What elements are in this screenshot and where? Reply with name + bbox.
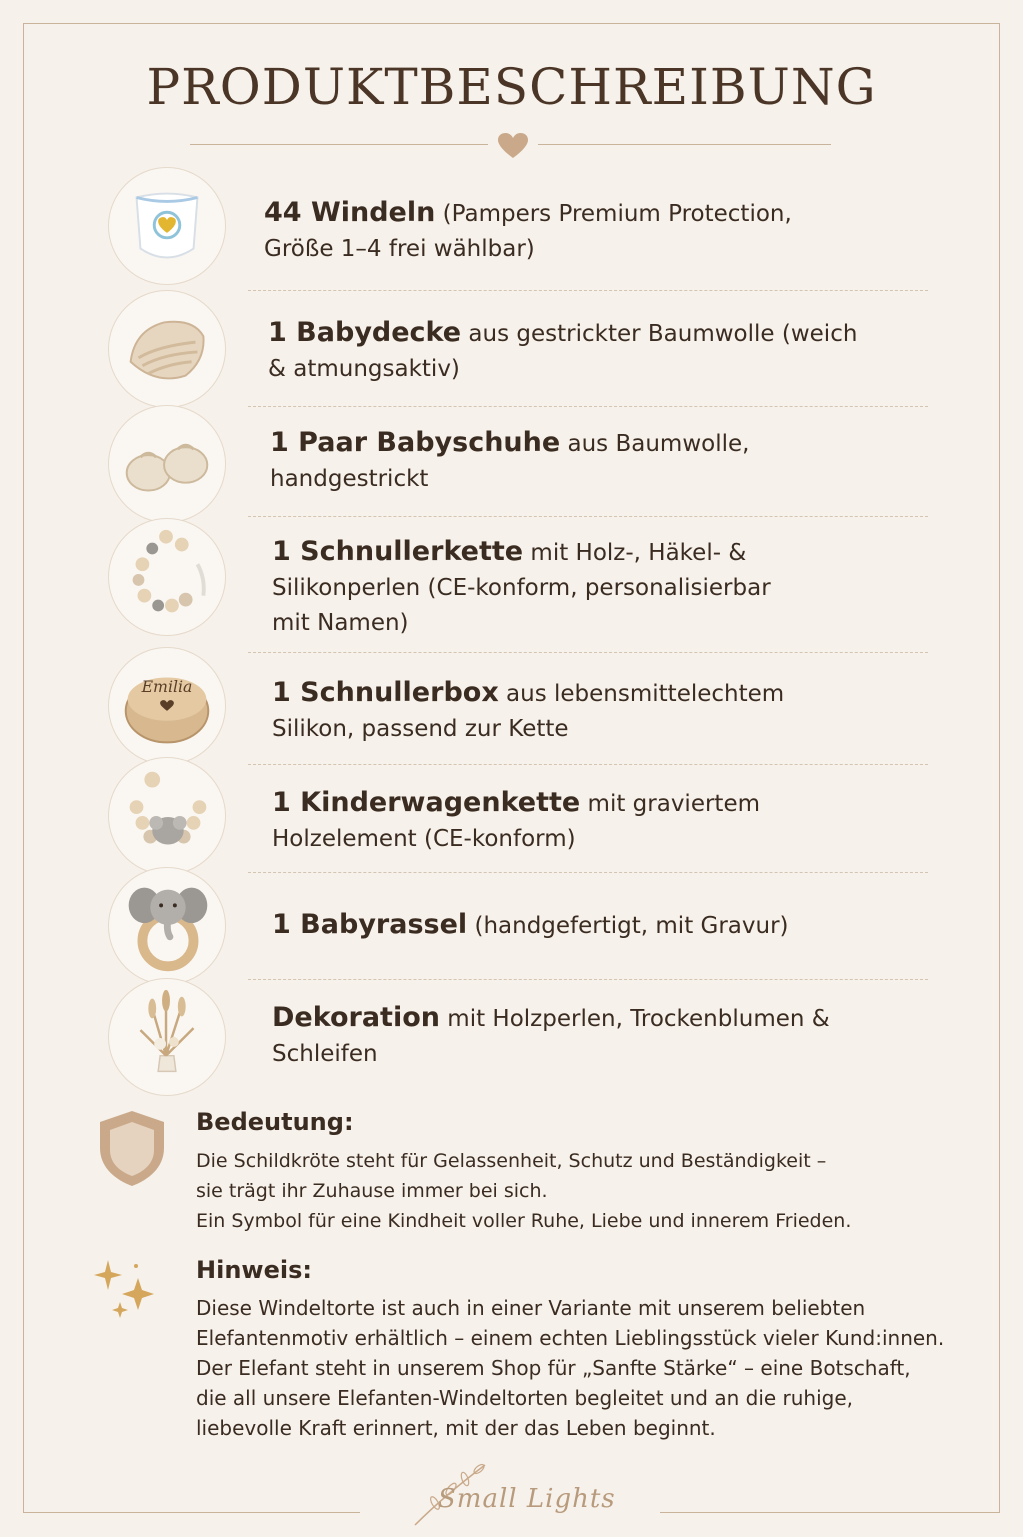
brand-logo: Small Lights <box>438 1484 616 1514</box>
stroller-chain-icon <box>108 757 226 875</box>
shield-icon <box>96 1108 168 1188</box>
divider <box>248 516 928 517</box>
item-text: 1 Kinderwagenkette mit graviertem Holzelement (CE-konform) <box>272 787 761 852</box>
list-item <box>100 167 940 287</box>
item-text: Dekoration mit Holzperlen, Trockenblumen & Schleifen <box>272 1002 830 1067</box>
engraving-text: Emilia <box>141 677 193 697</box>
title-divider-right <box>538 144 831 145</box>
item-text: 1 Schnullerkette mit Holz-, Häkel- & Silikonperlen (CE-konform, personalisierbar mit Namen) <box>272 536 771 636</box>
dried-flowers-icon <box>108 978 226 1096</box>
list-item <box>100 518 940 648</box>
hint-heading: Hinweis: <box>196 1256 312 1284</box>
page-title: PRODUKTBESCHREIBUNG <box>146 58 877 116</box>
blanket-icon <box>108 290 226 408</box>
list-item <box>100 978 940 1096</box>
item-text: 1 Schnullerbox aus lebensmittelechtem Silikon, passend zur Kette <box>272 677 785 742</box>
meaning-heading: Bedeutung: <box>196 1108 354 1136</box>
baby-shoes-icon <box>108 405 226 523</box>
sparkle-icon <box>92 1258 158 1320</box>
list-item <box>100 290 940 408</box>
elephant-rattle-icon <box>108 867 226 985</box>
heart-icon <box>497 132 529 160</box>
meaning-text: Die Schildkröte steht für Gelassenheit, Schutz und Beständigkeit – sie trägt ihr Zuhause immer bei sich. Ein Symbol für eine Kindheit voller Ruhe, Liebe und innerem Frieden. <box>196 1150 852 1232</box>
pacifier-box-icon <box>108 647 226 765</box>
hint-text: Diese Windeltorte ist auch in einer Variante mit unserem beliebten Elefantenmotiv erhältlich – einem echten Lieblingsstück vieler Kund:innen. Der Elefant steht in unserem Shop für „Sanfte Stärke“ – eine Botschaft, die all unsere Elefanten-Windeltorten begleitet und an die ruhige, liebevolle Kraft erinnert, mit der das Leben beginnt. <box>196 1296 945 1440</box>
list-item <box>100 647 940 763</box>
pacifier-chain-icon <box>108 518 226 636</box>
item-text: 1 Babyrassel (handgefertigt, mit Gravur) <box>272 909 789 940</box>
item-text: 1 Babydecke aus gestrickter Baumwolle (weich & atmungsaktiv) <box>268 317 858 382</box>
title-divider-left <box>190 144 488 145</box>
item-text: 1 Paar Babyschuhe aus Baumwolle, handgestrickt <box>270 427 750 492</box>
item-text: 44 Windeln (Pampers Premium Protection, Größe 1–4 frei wählbar) <box>264 197 792 262</box>
list-item <box>100 867 940 983</box>
diaper-icon <box>108 167 226 285</box>
list-item <box>100 757 940 873</box>
list-item <box>100 405 940 517</box>
